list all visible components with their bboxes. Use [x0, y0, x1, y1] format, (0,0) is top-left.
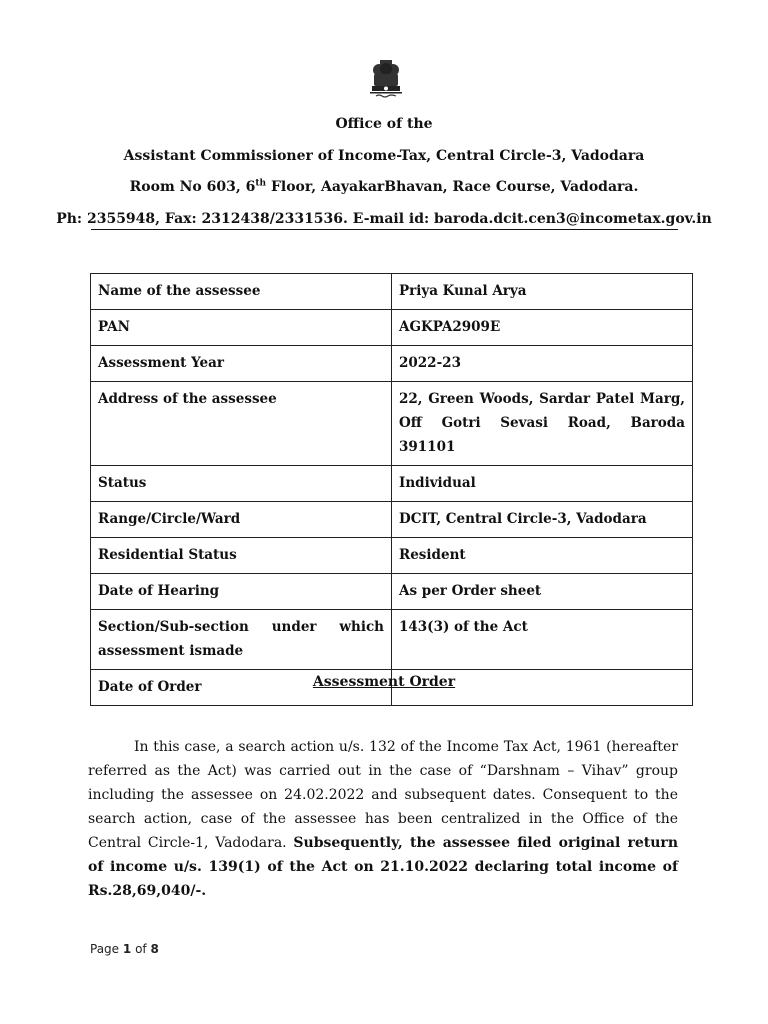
table-row	[91, 310, 693, 346]
detail-value: As per Order sheet	[392, 574, 693, 610]
table-row	[91, 346, 693, 382]
page-number: Page 1 of 8	[90, 942, 159, 956]
detail-label: Address of the assessee	[91, 382, 392, 466]
detail-label: Status	[91, 466, 392, 502]
header-divider	[91, 229, 678, 230]
detail-label: Range/Circle/Ward	[91, 502, 392, 538]
assessee-details-table	[90, 273, 693, 706]
paragraph-bold-text: Subsequently, the assessee filed original return of income u/s. 139(1) of the Act on 21.10.2022 declaring total income of Rs.28,69,040/-.	[88, 835, 678, 899]
table-row	[91, 502, 693, 538]
detail-value: AGKPA2909E	[392, 310, 693, 346]
detail-value: Resident	[392, 538, 693, 574]
detail-value: 2022-23	[392, 346, 693, 382]
table-row	[91, 274, 693, 310]
table-row	[91, 574, 693, 610]
national-emblem-icon	[364, 58, 408, 106]
detail-label: PAN	[91, 310, 392, 346]
detail-label: Residential Status	[91, 538, 392, 574]
detail-label: Name of the assessee	[91, 274, 392, 310]
table-row	[91, 466, 693, 502]
office-heading: Office of the	[335, 116, 433, 132]
detail-label: Date of Hearing	[91, 574, 392, 610]
detail-label: Section/Sub-section under which assessment ismade	[91, 610, 392, 670]
table-row	[91, 538, 693, 574]
detail-value: Individual	[392, 466, 693, 502]
body-paragraph	[88, 735, 678, 903]
table-row	[91, 610, 693, 670]
assessment-order-title: Assessment Order	[312, 674, 456, 690]
office-address: Room No 603, 6th Floor, AayakarBhavan, Race Course, Vadodara.	[129, 178, 639, 195]
office-contact: Ph: 2355948, Fax: 2312438/2331536. E-mail id: baroda.dcit.cen3@incometax.gov.in	[56, 211, 712, 227]
table-row	[91, 382, 693, 466]
paragraph-text: In this case, a search action u/s. 132 of the Income Tax Act, 1961 (hereafter referred as the Act) was carried out in the case of “Darshnam – Vihav” group including the assessee on 24.02.2022 and subsequent dates. Consequent to the search action, case of the assessee has been centralized in the Office of the Central Circle-1, Vadodara.	[88, 739, 678, 851]
detail-label: Assessment Year	[91, 346, 392, 382]
office-designation: Assistant Commissioner of Income-Tax, Central Circle-3, Vadodara	[123, 148, 645, 164]
detail-value: Priya Kunal Arya	[392, 274, 693, 310]
detail-value: 143(3) of the Act	[392, 610, 693, 670]
detail-label: Date of Order	[91, 670, 392, 706]
detail-value: 22, Green Woods, Sardar Patel Marg, Off Gotri Sevasi Road, Baroda 391101	[392, 382, 693, 466]
detail-value: DCIT, Central Circle-3, Vadodara	[392, 502, 693, 538]
